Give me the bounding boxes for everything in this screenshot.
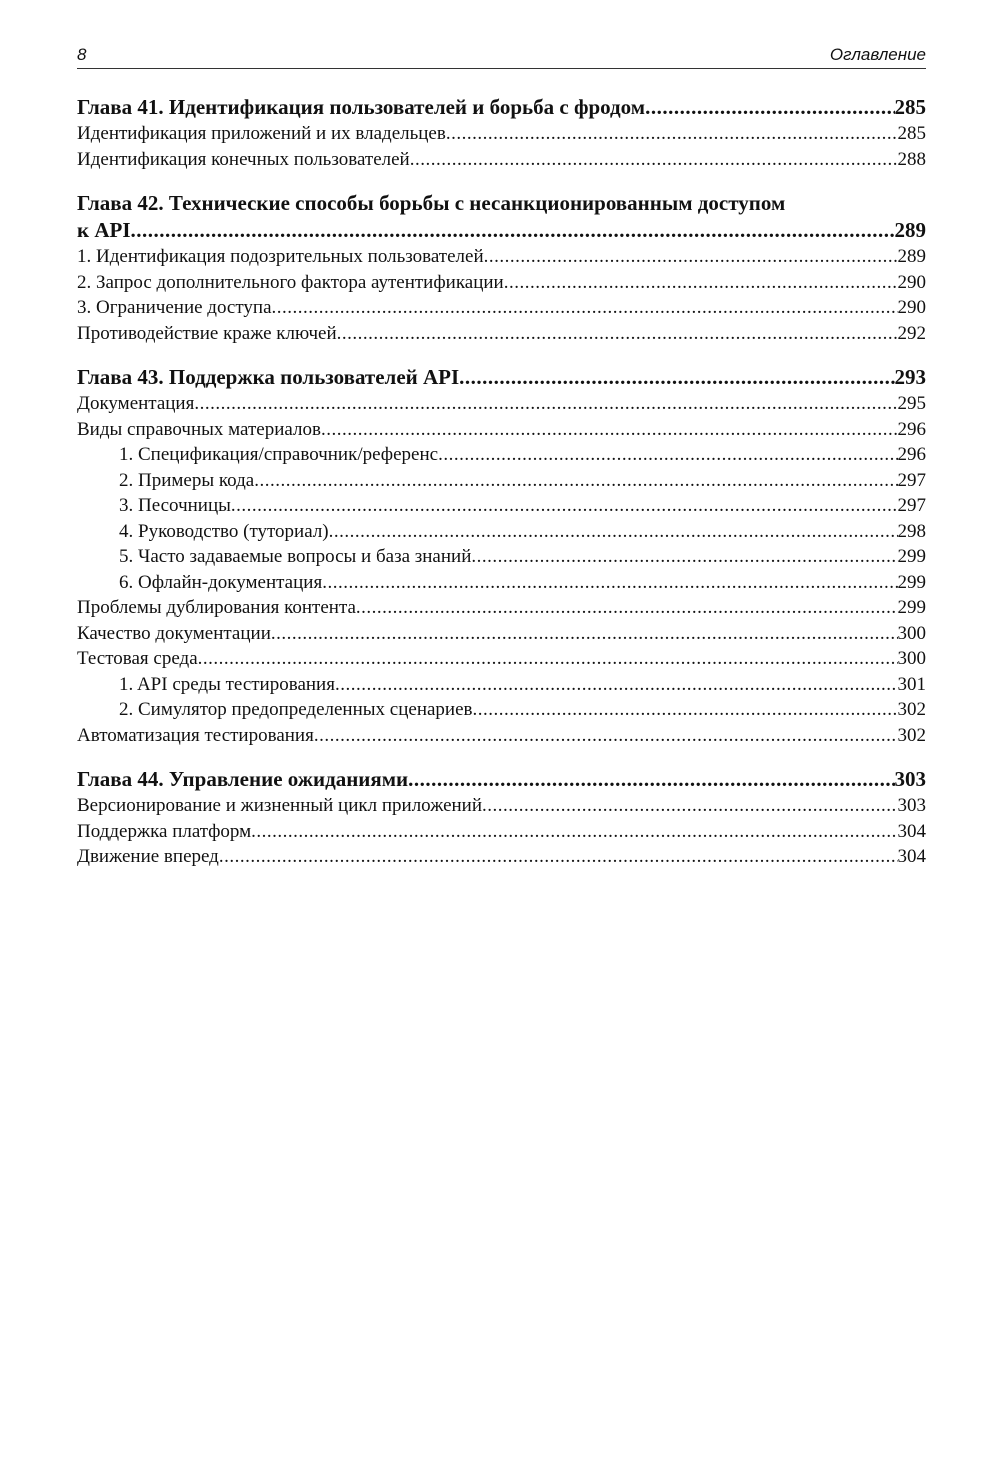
toc-entry[interactable] xyxy=(77,147,926,173)
dot-leader xyxy=(321,417,898,443)
chapter-page: 303 xyxy=(894,767,926,791)
toc-entry[interactable] xyxy=(77,391,926,417)
running-header xyxy=(77,44,926,69)
entry-title: Документация xyxy=(77,393,195,414)
dot-leader xyxy=(335,672,898,698)
entry-title: Автоматизация тестирования xyxy=(77,724,314,746)
dot-leader xyxy=(473,697,898,723)
entry-title: 1. API среды тестирования xyxy=(119,673,335,695)
dot-leader xyxy=(410,147,898,173)
toc-entry[interactable] xyxy=(77,723,926,749)
entry-page: 302 xyxy=(897,699,926,720)
toc-subentry[interactable] xyxy=(77,672,926,698)
section-title: Оглавление xyxy=(829,45,926,64)
entry-page: 292 xyxy=(897,322,926,344)
entry-title: Идентификация приложений и их владельцев xyxy=(77,123,446,144)
chapter-heading[interactable] xyxy=(77,766,926,793)
toc-entry[interactable] xyxy=(77,121,926,147)
entry-page: 303 xyxy=(897,795,926,816)
entry-page: 288 xyxy=(897,148,926,170)
dot-leader xyxy=(322,570,897,596)
chapter-heading[interactable] xyxy=(77,217,926,244)
chapter-title: Глава 43. Поддержка пользователей API xyxy=(77,365,460,389)
entry-page: 289 xyxy=(897,246,926,267)
entry-page: 296 xyxy=(897,418,926,440)
entry-title: Движение вперед xyxy=(77,846,219,867)
chapter-page: 289 xyxy=(894,218,926,242)
dot-leader xyxy=(482,793,897,819)
dot-leader xyxy=(254,468,897,494)
chapter-41 xyxy=(77,94,926,172)
dot-leader xyxy=(408,766,894,793)
entry-page: 304 xyxy=(897,846,926,867)
toc-entry[interactable] xyxy=(77,793,926,819)
chapter-page: 293 xyxy=(894,365,926,389)
dot-leader xyxy=(446,121,898,147)
toc-subentry[interactable] xyxy=(77,468,926,494)
dot-leader xyxy=(251,819,897,845)
toc-entry[interactable] xyxy=(77,819,926,845)
entry-page: 297 xyxy=(897,495,926,516)
chapter-heading[interactable] xyxy=(77,94,926,121)
entry-page: 295 xyxy=(897,393,926,414)
toc-entry[interactable] xyxy=(77,244,926,270)
entry-title: 3. Песочницы xyxy=(119,495,231,516)
chapter-title: Глава 41. Идентификация пользователей и борьба с фродом xyxy=(77,95,646,119)
entry-title: 3. Ограничение доступа xyxy=(77,297,272,318)
entry-title: 2. Симулятор предопределенных сценариев xyxy=(119,699,473,720)
dot-leader xyxy=(438,442,897,468)
dot-leader xyxy=(337,321,898,347)
entry-page: 290 xyxy=(897,271,926,293)
dot-leader xyxy=(329,519,898,545)
entry-page: 285 xyxy=(897,123,926,144)
chapter-title-line2: к API xyxy=(77,218,131,242)
dot-leader xyxy=(459,364,894,391)
dot-leader xyxy=(504,270,898,296)
entry-title: Качество документации xyxy=(77,622,271,644)
entry-title: 6. Офлайн-документация xyxy=(119,571,323,593)
dot-leader xyxy=(645,94,894,121)
toc-subentry[interactable] xyxy=(77,442,926,468)
dot-leader xyxy=(356,595,898,621)
entry-title: 1. Спецификация/справочник/референс xyxy=(119,444,439,465)
dot-leader xyxy=(471,544,897,570)
toc-subentry[interactable] xyxy=(77,570,926,596)
entry-page: 296 xyxy=(897,444,926,465)
toc-subentry[interactable] xyxy=(77,544,926,570)
chapter-44 xyxy=(77,766,926,870)
entry-page: 299 xyxy=(897,597,926,618)
entry-title: 5. Часто задаваемые вопросы и база знаний xyxy=(119,546,472,567)
entry-title: 4. Руководство (туториал) xyxy=(119,520,329,542)
entry-page: 290 xyxy=(897,297,926,318)
entry-page: 299 xyxy=(897,546,926,567)
entry-title: Версионирование и жизненный цикл приложений xyxy=(77,795,483,816)
entry-page: 298 xyxy=(897,520,926,542)
entry-title: Тестовая среда xyxy=(77,648,198,669)
toc-entry[interactable] xyxy=(77,646,926,672)
page-number: 8 xyxy=(77,45,87,64)
dot-leader xyxy=(131,217,895,244)
toc-entry[interactable] xyxy=(77,321,926,347)
toc-entry[interactable] xyxy=(77,844,926,870)
entry-title: 2. Запрос дополнительного фактора аутентификации xyxy=(77,271,504,293)
entry-title: Проблемы дублирования контента xyxy=(77,597,356,618)
toc-subentry[interactable] xyxy=(77,493,926,519)
dot-leader xyxy=(484,244,898,270)
entry-page: 302 xyxy=(897,724,926,746)
chapter-43 xyxy=(77,364,926,748)
entry-title: Идентификация конечных пользователей xyxy=(77,148,410,170)
toc-subentry[interactable] xyxy=(77,697,926,723)
entry-page: 301 xyxy=(897,673,926,695)
dot-leader xyxy=(198,646,898,672)
toc-entry[interactable] xyxy=(77,417,926,443)
dot-leader xyxy=(314,723,898,749)
dot-leader xyxy=(231,493,898,519)
entry-page: 299 xyxy=(897,571,926,593)
table-of-contents xyxy=(77,94,926,870)
toc-entry[interactable] xyxy=(77,621,926,647)
toc-entry[interactable] xyxy=(77,295,926,321)
entry-page: 304 xyxy=(897,820,926,842)
entry-title: 2. Примеры кода xyxy=(119,469,255,491)
chapter-title-line1[interactable]: Глава 42. Технические способы борьбы с несанкционированным доступом xyxy=(77,191,786,215)
entry-title: Виды справочных материалов xyxy=(77,418,321,440)
toc-subentry[interactable] xyxy=(77,519,926,545)
chapter-page: 285 xyxy=(894,95,926,119)
entry-title: Поддержка платформ xyxy=(77,820,252,842)
toc-entry[interactable] xyxy=(77,270,926,296)
chapter-title: Глава 44. Управление ожиданиями xyxy=(77,767,409,791)
chapter-42 xyxy=(77,190,926,346)
dot-leader xyxy=(272,295,898,321)
entry-title: Противодействие краже ключей xyxy=(77,322,337,344)
entry-page: 300 xyxy=(897,648,926,669)
entry-page: 300 xyxy=(897,622,926,644)
book-page xyxy=(77,44,926,888)
toc-entry[interactable] xyxy=(77,595,926,621)
chapter-heading[interactable] xyxy=(77,364,926,391)
dot-leader xyxy=(194,391,897,417)
dot-leader xyxy=(219,844,898,870)
dot-leader xyxy=(271,621,898,647)
entry-title: 1. Идентификация подозрительных пользователей xyxy=(77,246,484,267)
entry-page: 297 xyxy=(897,469,926,491)
